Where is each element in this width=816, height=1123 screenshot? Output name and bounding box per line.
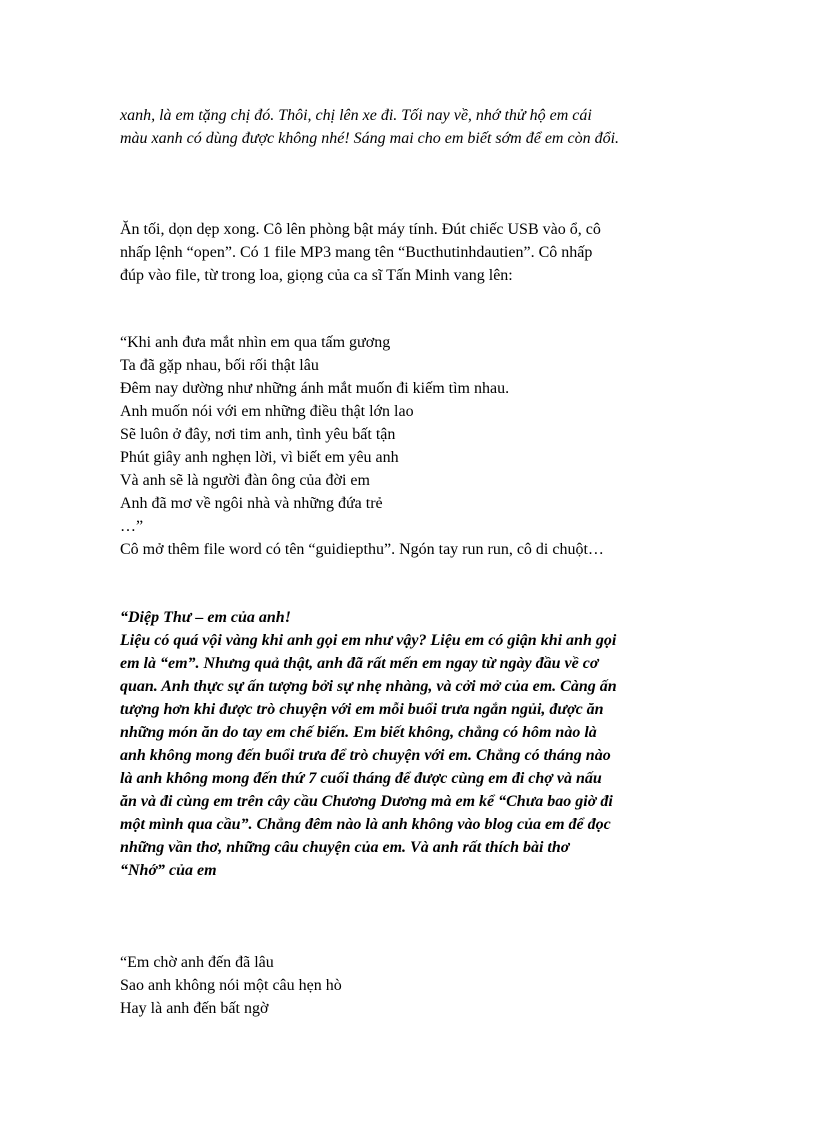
intro-italic-text [120, 104, 720, 150]
song-lyrics [120, 331, 720, 561]
lyric-line: Anh muốn nói với em những điều thật lớn lao [120, 403, 414, 420]
text-line: Ăn tối, dọn dẹp xong. Cô lên phòng bật máy tính. Đút chiếc USB vào ổ, cô [120, 221, 601, 238]
lyric-line: …” [120, 518, 144, 535]
letter-line: những vần thơ, những câu chuyện của em. Và anh rất thích bài thơ [120, 839, 570, 856]
letter-line: quan. Anh thực sự ấn tượng bởi sự nhẹ nhàng, và cởi mở của em. Càng ấn [120, 678, 617, 695]
lyric-line: Phút giây anh nghẹn lời, vì biết em yêu anh [120, 449, 399, 466]
lyric-line: Anh đã mơ về ngôi nhà và những đứa trẻ [120, 495, 383, 512]
lyric-line: “Khi anh đưa mắt nhìn em qua tấm gương [120, 334, 391, 351]
letter-line: tượng hơn khi được trò chuyện với em mỗi buổi trưa ngắn ngủi, được ăn [120, 701, 604, 718]
text-line: nhấp lệnh “open”. Có 1 file MP3 mang tên “Bucthutinhdautien”. Cô nhấp [120, 244, 593, 261]
letter-line: là anh không mong đến thứ 7 cuối tháng để được cùng em đi chợ và nấu [120, 770, 602, 787]
love-letter [120, 606, 720, 882]
poem-line: Hay là anh đến bất ngờ [120, 1000, 269, 1017]
text-line: đúp vào file, từ trong loa, giọng của ca sĩ Tấn Minh vang lên: [120, 267, 513, 284]
letter-line: “Nhớ” của em [120, 862, 217, 879]
narrative-paragraph [120, 218, 720, 287]
poem-line: “Em chờ anh đến đã lâu [120, 954, 274, 971]
lyric-line: Đêm nay dường như những ánh mắt muốn đi kiếm tìm nhau. [120, 380, 510, 397]
text-line: màu xanh có dùng được không nhé! Sáng mai cho em biết sớm để em còn đổi. [120, 130, 620, 147]
letter-line: ăn và đi cùng em trên cây cầu Chương Dương mà em kể “Chưa bao giờ đi [120, 793, 613, 810]
lyric-line: Sẽ luôn ở đây, nơi tim anh, tình yêu bất tận [120, 426, 396, 443]
poem [120, 951, 720, 1020]
letter-salutation: “Diệp Thư – em của anh! [120, 609, 291, 626]
lyric-line: Và anh sẽ là người đàn ông của đời em [120, 472, 370, 489]
poem-line: Sao anh không nói một câu hẹn hò [120, 977, 342, 994]
letter-line: anh không mong đến buổi trưa để trò chuyện với em. Chẳng có tháng nào [120, 747, 611, 764]
letter-line: những món ăn do tay em chế biến. Em biết không, chẳng có hôm nào là [120, 724, 597, 741]
letter-line: Liệu có quá vội vàng khi anh gọi em như vậy? Liệu em có giận khi anh gọi [120, 632, 617, 649]
text-line: Cô mở thêm file word có tên “guidiepthu”. Ngón tay run run, cô di chuột… [120, 541, 604, 558]
text-line: xanh, là em tặng chị đó. Thôi, chị lên xe đi. Tối nay về, nhớ thử hộ em cái [120, 107, 592, 124]
lyric-line: Ta đã gặp nhau, bối rối thật lâu [120, 357, 319, 374]
letter-line: một mình qua cầu”. Chẳng đêm nào là anh không vào blog của em để đọc [120, 816, 611, 833]
letter-line: em là “em”. Nhưng quả thật, anh đã rất mến em ngay từ ngày đầu về cơ [120, 655, 599, 672]
